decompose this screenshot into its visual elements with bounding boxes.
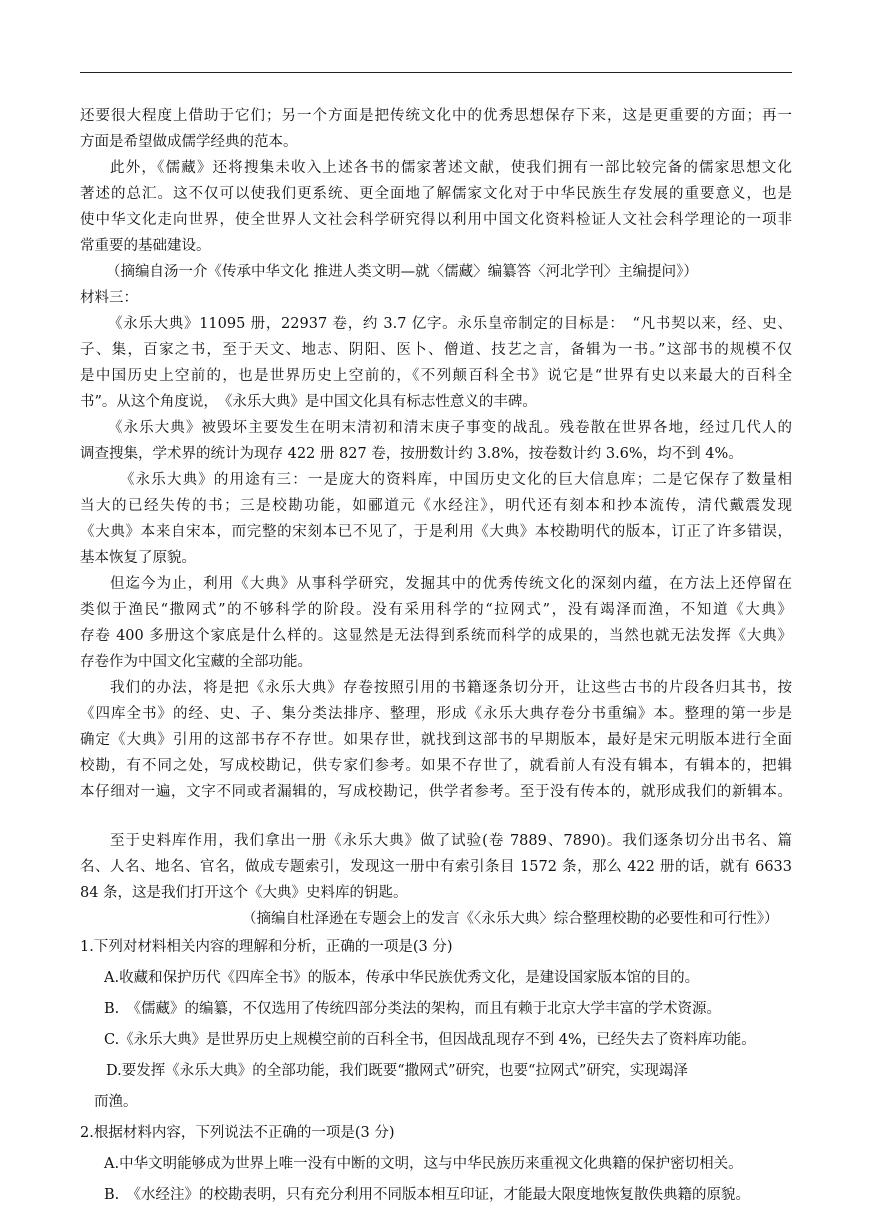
text-line: 还要很大程度上借助于它们；另一个方面是把传统文化中的优秀思想保存下来，这是更重要的方面；再一 (80, 108, 792, 124)
text-line: 常重要的基础建设。 (80, 238, 211, 254)
text-line: 84 条，这是我们打开这个《大典》史料库的钥匙。 (80, 885, 408, 901)
question-option: A.收藏和保护历代《四库全书》的版本，传承中华民族优秀文化，是建设国家版本馆的目的。 (104, 970, 700, 986)
text-line: 类似于渔民“撒网式”的不够科学的阶段。没有采用科学的“拉网式”，没有竭泽而渔，不知道《大典》 (80, 602, 792, 618)
text-line: 《永乐大典》被毁坏主要发生在明末清初和清末庚子事变的战乱。残卷散在世界各地，经过几代人的 (108, 420, 792, 436)
text-line: 《永乐大典》的用途有三：一是庞大的资料库，中国历史文化的巨大信息库；二是它保存了数量相 (120, 472, 792, 488)
text-line: 材料三： (80, 290, 138, 306)
text-line: （摘编自汤一介《传承中华文化 推进人类文明—就〈儒藏〉编纂答〈河北学刊〉主编提问》） (106, 264, 698, 280)
text-line: 子、集，百家之书，至于天文、地志、阴阳、医卜、僧道、技艺之言，备辑为一书。”这部书的规模不仅 (80, 342, 792, 358)
text-line: 基本恢复了原貌。 (80, 550, 196, 566)
text-line: 确定《大典》引用的这部书存不存世。如果存世，就找到这部书的早期版本，最好是宋元明版本进行全面 (80, 732, 792, 748)
question-option: C.《永乐大典》是世界历史上规模空前的百科全书，但因战乱现存不到 4%，已经失去了资料库功能。 (104, 1032, 756, 1048)
question-stem: 1.下列对材料相关内容的理解和分析，正确的一项是(3 分) (80, 939, 453, 955)
text-line: 是中国历史上空前的，也是世界历史上空前的，《不列颠百科全书》说它是“世界有史以来最大的百科全 (80, 368, 792, 384)
text-line: 此外，《儒藏》还将搜集未收入上述各书的儒家著述文献，使我们拥有一部比较完备的儒家思想文化 (110, 160, 792, 176)
header-rule (80, 72, 792, 73)
text-line: 我们的办法，将是把《永乐大典》存卷按照引用的书籍逐条切分开，让这些古书的片段各归其书，按 (110, 680, 792, 696)
text-line: 但迄今为止，利用《大典》从事科学研究，发掘其中的优秀传统文化的深刻内蕴，在方法上还停留在 (110, 576, 792, 592)
text-line: 使中华文化走向世界，使全世界人文社会科学研究得以利用中国文化资料检证人文社会科学理论的一项非 (80, 212, 792, 228)
text-line: 著述的总汇。这不仅可以使我们更系统、更全面地了解儒家文化对于中华民族生存发展的重要意义，也是 (80, 186, 792, 202)
text-line: 调查搜集，学术界的统计为现存 422 册 827 卷，按册数计约 3.8%，按卷数计约 3.6%，均不到 4%。 (80, 446, 743, 462)
text-line: 名、人名、地名、官名，做成专题索引，发现这一册中有索引条目 1572 条，那么 422 册的话，就有 6633 (80, 859, 792, 875)
paragraph-gap (80, 805, 792, 828)
text-line: 存卷 400 多册这个家底是什么样的。这显然是无法得到系统而科学的成果的，当然也就无法发挥《大典》 (80, 628, 792, 644)
text-line: 《四库全书》的经、史、子、集分类法排序、整理，形成《永乐大典存卷分书重编》本。整理的第一步是 (80, 706, 792, 722)
text-line: 书”。从这个角度说， 《永乐大典》是中国文化具有标志性意义的丰碑。 (80, 394, 537, 410)
text-line: 至于史料库作用，我们拿出一册《永乐大典》做了试验(卷 7889、7890)。我们逐条切分出书名、篇 (110, 833, 792, 849)
question-option: D.要发挥《永乐大典》的全部功能，我们既要“撒网式”研究，也要“拉网式”研究，实现竭泽 (106, 1063, 688, 1079)
document-body (80, 103, 792, 1211)
text-line: 存卷作为中国文化宝藏的全部功能。 (80, 654, 312, 670)
text-line: 当大的已经失传的书；三是校勘功能，如郦道元《水经注》，明代还有刻本和抄本流传，清代戴震发现 (80, 498, 792, 514)
text-line: 《永乐大典》11095 册，22937 卷，约 3.7 亿字。永乐皇帝制定的目标是： “凡书契以来，经、史、 (108, 316, 792, 332)
question-option: 而渔。 (94, 1094, 138, 1110)
text-line: 校勘，有不同之处，写成校勘记，供专家们参考。如果不存世了，就看前人有没有辑本，有辑本的，把辑 (80, 758, 792, 774)
text-line: 本仔细对一遍，文字不同或者漏辑的，写成校勘记，供学者参考。至于没有传本的，就形成我们的新辑本。 (80, 784, 792, 800)
text-line: 《大典》本来自宋本，而完整的宋刻本已不见了，于是利用《大典》本校勘明代的版本，订正了许多错误， (80, 524, 792, 540)
question-option: A.中华文明能够成为世界上唯一没有中断的文明，这与中华民族历来重视文化典籍的保护密切相关。 (104, 1156, 743, 1172)
question-option: B. 《水经注》的校勘表明，只有充分利用不同版本相互印证，才能最大限度地恢复散佚典籍的原貌。 (104, 1187, 751, 1203)
question-option: B. 《儒藏》的编纂，不仅选用了传统四部分类法的架构，而且有赖于北京大学丰富的学术资源。 (104, 1001, 722, 1017)
text-line: （摘编自杜泽逊在专题会上的发言《〈永乐大典〉综合整理校勘的必要性和可行性》） (242, 911, 779, 927)
question-stem: 2.根据材料内容，下列说法不正确的一项是(3 分) (80, 1125, 395, 1141)
text-line: 方面是希望做成儒学经典的范本。 (80, 134, 298, 150)
